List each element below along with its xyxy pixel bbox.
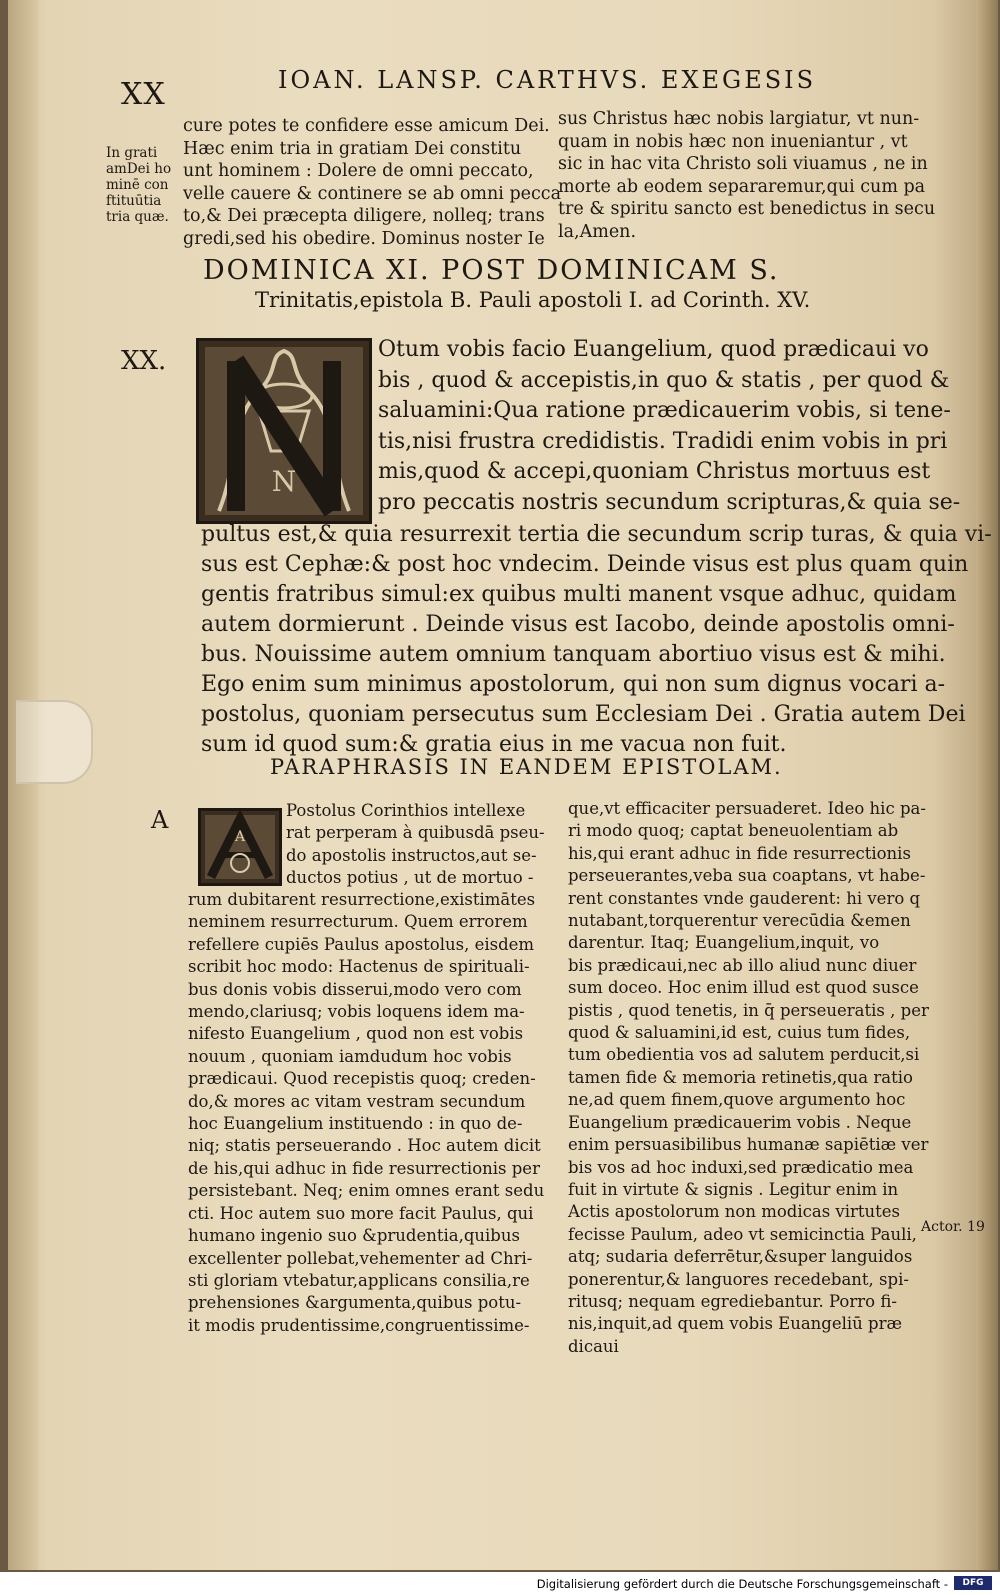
epistle-line: tis,nisi frustra credidistis. Tradidi enim vobis in pri — [378, 428, 948, 454]
paraphrase-line: Euangelium prædicauerim vobis . Neque — [568, 1112, 912, 1132]
paraphrase-line: nis,inquit,ad quem vobis Euangeliū præ — [568, 1314, 903, 1334]
paraphrase-line: niq; statis perseuerando . Hoc autem dicit — [188, 1136, 541, 1156]
paraphrase-line: ri modo quoq; captat beneuolentiam ab — [568, 821, 899, 841]
page-fore-edge — [976, 0, 998, 1570]
paraphrase-line: neminem resurrecturum. Quem errorem — [188, 912, 528, 932]
paraphrase-section-letter: A — [151, 806, 169, 834]
text-line: la,Amen. — [558, 221, 637, 242]
text-line: gredi,sed his obedire. Dominus noster Ie — [183, 228, 545, 249]
paraphrase-line: ponerentur,& languores recedebant, spi- — [568, 1269, 909, 1289]
text-line: sic in hac vita Christo soli viuamus , ne in — [558, 154, 928, 175]
margin-note-line: ftituūtia — [106, 193, 162, 209]
folio-number: XX — [121, 77, 166, 112]
paraphrase-line: dicaui — [568, 1336, 619, 1356]
epistle-line: Otum vobis facio Euangelium, quod prædicaui vo — [378, 337, 929, 362]
top-left-column — [183, 115, 561, 251]
epistle-line: sus est Cephæ:& post hoc vndecim. Deinde visus est plus quam quin — [201, 552, 969, 577]
margin-note-line: amDei ho — [106, 161, 172, 177]
paraphrase-line: bis prædicaui,nec ab illo aliud nunc diuer — [568, 955, 917, 975]
paraphrase-line: persistebant. Neq; enim omnes erant sedu — [188, 1181, 545, 1201]
text-line: tre & spiritu sancto est benedictus in secu — [558, 199, 936, 220]
paraphrase-line: rent constantes vnde gauderent: hi vero q — [568, 888, 921, 908]
paraphrase-line: ritusq; nequam egrediebantur. Porro fi- — [568, 1291, 897, 1311]
paraphrase-line: nutabant,torquerentur verecūdia &emen — [568, 911, 911, 931]
paraphrase-line: nouum , quoniam iamdudum hoc vobis — [188, 1046, 512, 1066]
paraphrase-line: ne,ad quem finem,quove argumento hoc — [568, 1090, 906, 1110]
paraphrase-line: rum dubitarent resurrectione,existimātes — [188, 890, 536, 909]
text-line: sus Christus hæc nobis largiatur, vt nun- — [558, 109, 920, 129]
paraphrase-line: prehensiones &argumenta,quibus potu- — [188, 1293, 522, 1313]
initial-ornament-icon — [201, 811, 279, 883]
margin-note-line: tria quæ. — [106, 209, 169, 225]
svg-text:N: N — [271, 465, 297, 498]
paraphrase-line: rat perperam à quibusdā pseu- — [286, 823, 545, 843]
epistle-line: mis,quod & accepi,quoniam Christus mortuus est — [378, 459, 931, 484]
epistle-line: bus. Nouissime autem omnium tanquam abortiuo visus est & mihi. — [201, 642, 946, 667]
digitization-footer — [0, 1572, 1000, 1595]
epistle-line: gentis fratribus simul:ex quibus multi manent vsque adhuc, quidam — [201, 582, 957, 607]
epistle-text-beside-initial — [378, 335, 960, 518]
epistle-line: postolus, quoniam persecutus sum Ecclesiam Dei . Gratia autem Dei — [201, 702, 966, 727]
paraphrase-line: enim persuasibilibus humanæ sapiētiæ ver — [568, 1135, 929, 1155]
text-line: quam in nobis hæc non inueniantur , vt — [558, 131, 908, 152]
decorated-initial-a — [198, 808, 282, 886]
paraphrase-line: bus donis vobis disserui,modo vero com — [188, 979, 522, 999]
paraphrase-line: sum doceo. Hoc enim illud est quod susce — [568, 978, 919, 998]
paraphrase-line: perseuerantes,veba sua coaptans, vt habe- — [568, 866, 926, 886]
initial-ornament-icon — [199, 341, 369, 521]
paraphrase-line: fuit in virtute & signis . Legitur enim in — [568, 1179, 899, 1199]
text-line: unt hominem : Dolere de omni peccato, — [183, 161, 534, 182]
margin-note-top — [106, 145, 171, 225]
running-title: IOAN. LANSP. CARTHVS. EXEGESIS — [278, 66, 817, 94]
paraphrase-heading: PARAPHRASIS IN EANDEM EPISTOLAM. — [270, 755, 783, 779]
paraphrase-line: do,& mores ac vitam vestram secundum — [188, 1091, 526, 1111]
paraphrase-line: do apostolis instructos,aut se- — [286, 845, 537, 865]
epistle-number: XX. — [121, 346, 167, 376]
page-gutter — [8, 0, 38, 1570]
dfg-logo: DFG — [954, 1576, 992, 1590]
paraphrase-left-beside-initial — [286, 800, 545, 890]
paraphrase-line: bis vos ad hoc induxi,sed prædicatio mea — [568, 1157, 914, 1177]
paraphrase-line: refellere cupiēs Paulus apostolus, eisdem — [188, 934, 535, 954]
paraphrase-line: mendo,clariusq; vobis loquens idem ma- — [188, 1002, 525, 1022]
paraphrase-line: prædicaui. Quod recepistis quoq; creden- — [188, 1069, 536, 1089]
text-line: velle cauere & continere se ab omni pecca — [183, 183, 562, 204]
paraphrase-line: hoc Euangelium instituendo : in quo de- — [188, 1114, 523, 1134]
epistle-line: sum id quod sum:& gratia eius in me vacua non fuit. — [201, 732, 787, 757]
paraphrase-line: sti gloriam vtebatur,applicans consilia,re — [188, 1270, 530, 1290]
paraphrase-line: fecisse Paulum, adeo vt semicinctia Pauli, — [568, 1224, 917, 1244]
text-line: Hæc enim tria in gratiam Dei constitu — [183, 138, 522, 159]
paraphrase-line: tamen fide & memoria retinetis,qua ratio — [568, 1067, 913, 1087]
bookmark-strip — [16, 700, 93, 784]
paraphrase-line: Postolus Corinthios intellexe — [286, 801, 526, 820]
epistle-text — [201, 520, 992, 760]
epistle-line: pultus est,& quia resurrexit tertia die secundum scrip turas, & quia vi- — [201, 522, 992, 547]
text-line: to,& Dei præcepta diligere, nolleq; trans — [183, 206, 545, 227]
margin-note-line: minē con — [106, 177, 169, 193]
section-heading: DOMINICA XI. POST DOMINICAM S. — [203, 255, 780, 286]
paraphrase-line: tum obedientia vos ad salutem perducit,si — [568, 1045, 920, 1065]
top-right-column — [558, 108, 935, 244]
decorated-initial-n — [196, 338, 372, 524]
epistle-line: autem dormierunt . Deinde visus est Iacobo, deinde apostolis omni- — [201, 612, 955, 637]
paraphrase-line: que,vt efficaciter persuaderet. Ideo hic pa- — [568, 799, 926, 818]
section-subheading: Trinitatis,epistola B. Pauli apostoli I. ad Corinth. XV. — [255, 288, 811, 312]
paraphrase-line: scribit hoc modo: Hactenus de spirituali- — [188, 957, 530, 977]
paraphrase-line: nifesto Euangelium , quod non est vobis — [188, 1024, 524, 1044]
paraphrase-line: de his,qui adhuc in fide resurrectionis per — [188, 1158, 540, 1178]
text-line: morte ab eodem separaremur,qui cum pa — [558, 176, 926, 197]
text-line: cure potes te confidere esse amicum Dei. — [183, 116, 550, 136]
footer-credit: Digitalisierung gefördert durch die Deutsche Forschungsgemeinschaft - — [536, 1577, 948, 1591]
paraphrase-line: cti. Hoc autem suo more facit Paulus, qui — [188, 1203, 534, 1223]
paraphrase-right-column — [568, 798, 929, 1358]
paraphrase-line: quod & saluamini,id est, cuius tum fides, — [568, 1023, 911, 1043]
paraphrase-line: it modis prudentissime,congruentissime- — [188, 1315, 530, 1335]
epistle-line: pro peccatis nostris secundum scripturas,& quia se- — [378, 489, 961, 515]
epistle-line: bis , quod & accepistis,in quo & statis , per quod & — [378, 367, 950, 393]
book-page — [8, 0, 990, 1570]
paraphrase-left-column — [188, 889, 544, 1337]
margin-note-acts: Actor. 19 — [921, 1219, 985, 1235]
margin-note-line: In grati — [106, 145, 158, 161]
paraphrase-line: ductos potius , ut de mortuo - — [286, 868, 534, 888]
epistle-line: saluamini:Qua ratione prædicauerim vobis, si tene- — [378, 398, 951, 423]
paraphrase-line: Actis apostolorum non modicas virtutes — [568, 1202, 901, 1222]
paraphrase-line: darentur. Itaq; Euangelium,inquit, vo — [568, 933, 880, 953]
svg-text:A: A — [234, 829, 246, 845]
paraphrase-line: excellenter pollebat,vehementer ad Chri- — [188, 1248, 533, 1268]
paraphrase-line: pistis , quod tenetis, in q̄ perseueratis , per — [568, 1000, 929, 1020]
epistle-line: Ego enim sum minimus apostolorum, qui non sum dignus vocari a- — [201, 672, 946, 697]
paraphrase-line: atq; sudaria deferrētur,&super languidos — [568, 1247, 913, 1267]
paraphrase-line: his,qui erant adhuc in fide resurrectionis — [568, 843, 911, 863]
paraphrase-line: humano ingenio suo &prudentia,quibus — [188, 1226, 520, 1246]
